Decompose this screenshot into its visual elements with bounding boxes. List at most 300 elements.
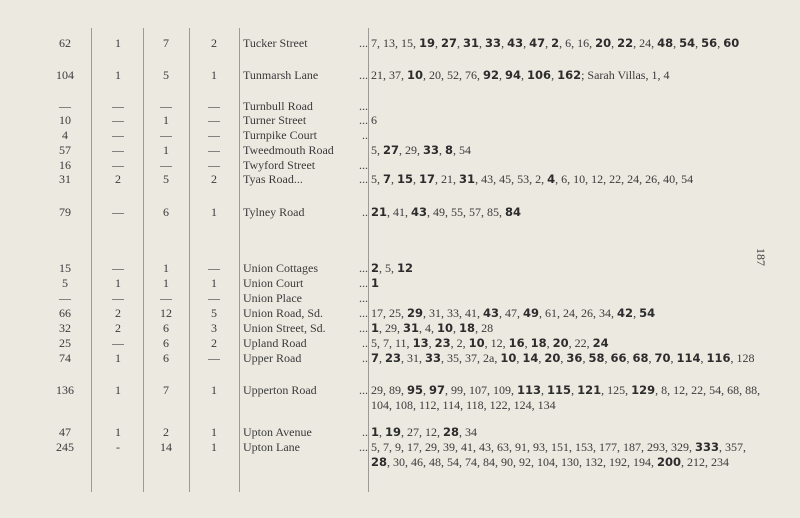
house-number-text: , [523, 36, 530, 50]
bold-house-number: 33 [425, 351, 442, 365]
column-rule [239, 28, 240, 492]
col-3-cell: 5 [163, 172, 169, 186]
house-number-text: , [670, 351, 677, 365]
house-number-text: , 31, 33, 41, [423, 306, 484, 320]
col-4-cell: 1 [211, 425, 217, 439]
col-2-cell: 1 [115, 68, 121, 82]
col-2-cell: 2 [115, 306, 121, 320]
col-2-cell: — [112, 261, 124, 275]
house-number-text: , 8, 12, 22, 54, 68, 88, 104, 108, 112, 114, 118, 122, 124, 134 [371, 383, 761, 412]
col-2-cell: — [112, 143, 124, 157]
house-number-text: , 61, 24, 26, 34, [539, 306, 618, 320]
house-number-text: , [717, 36, 724, 50]
col-4-cell: — [208, 291, 220, 305]
bold-house-number: 43 [411, 205, 428, 219]
bold-house-number: 20 [552, 336, 569, 350]
house-number-text: , [428, 336, 435, 350]
col-3-cell: 1 [163, 276, 169, 290]
house-number-text: , 28 [475, 321, 494, 335]
col-2-cell: 1 [115, 425, 121, 439]
house-number-text: , [673, 36, 680, 50]
col-4-cell: — [208, 143, 220, 157]
bold-house-number: 8 [445, 143, 454, 157]
street-name: Upperton Road [243, 383, 317, 397]
house-number-text: , [546, 336, 553, 350]
street-name: Union Road, Sd. [243, 306, 324, 320]
col-4-cell: 2 [211, 172, 217, 186]
col-3-cell: — [160, 158, 172, 172]
house-number-text: , [695, 36, 702, 50]
house-number-text: 29, 89, [371, 383, 407, 397]
bold-house-number: 84 [505, 205, 522, 219]
col-4-cell: 5 [211, 306, 217, 320]
house-number-text: 6 [371, 113, 377, 127]
bold-house-number: 129 [631, 383, 656, 397]
house-number-text: , [524, 336, 531, 350]
bold-house-number: 10 [407, 68, 424, 82]
bold-house-number: 2 [371, 261, 380, 275]
leader-dots: ... [359, 276, 368, 290]
house-number-text: , 35, 37, 2a, [441, 351, 501, 365]
bold-house-number: 92 [483, 68, 500, 82]
bold-house-number: 4 [547, 172, 556, 186]
houses-count-cell: 47 [59, 425, 71, 439]
bold-house-number: 66 [610, 351, 627, 365]
house-number-text: , 357, [719, 440, 747, 454]
street-name-cell [243, 440, 368, 455]
street-name-cell [243, 143, 368, 158]
street-name: Union Cottages [243, 261, 318, 275]
bold-house-number: 10 [437, 321, 454, 335]
house-numbers-cell [371, 440, 766, 470]
house-number-text: 21, 37, [371, 68, 407, 82]
leader-dots: ... [359, 440, 368, 454]
house-number-text: , 49, 55, 57, 85, [427, 205, 506, 219]
houses-count-cell: 104 [56, 68, 74, 82]
bold-house-number: 333 [695, 440, 720, 454]
bold-house-number: 49 [523, 306, 540, 320]
col-3-cell: 14 [160, 440, 172, 454]
leader-dots: .. [362, 336, 368, 350]
bold-house-number: 48 [657, 36, 674, 50]
house-number-text: , 24, [633, 36, 658, 50]
house-number-text: , [391, 172, 398, 186]
houses-count-cell: 25 [59, 336, 71, 350]
col-2-cell: — [112, 99, 124, 113]
bold-house-number: 13 [412, 336, 429, 350]
bold-house-number: 19 [385, 425, 402, 439]
leader-dots: ... [359, 291, 368, 305]
leader-dots: .. [362, 128, 368, 142]
bold-house-number: 54 [679, 36, 696, 50]
street-name: Union Place [243, 291, 302, 305]
leader-dots: ... [359, 321, 368, 335]
bold-house-number: 36 [566, 351, 583, 365]
bold-house-number: 18 [459, 321, 476, 335]
leader-dots: ... [359, 68, 368, 82]
house-number-text: ; Sarah Villas, 1, 4 [581, 68, 670, 82]
leader-dots: ... [359, 172, 368, 186]
house-number-text: , [479, 36, 486, 50]
house-number-text: , [700, 351, 707, 365]
street-name-cell [243, 99, 368, 114]
house-number-text: , 29, [399, 143, 424, 157]
bold-house-number: 60 [723, 36, 740, 50]
house-number-text: , 47, [499, 306, 524, 320]
col-4-cell: 1 [211, 68, 217, 82]
house-number-text: , [521, 68, 528, 82]
bold-house-number: 22 [617, 36, 634, 50]
street-name: Union Court [243, 276, 304, 290]
bold-house-number: 56 [701, 36, 718, 50]
house-numbers-cell [371, 261, 766, 276]
bold-house-number: 106 [527, 68, 552, 82]
house-number-text: 5, [371, 172, 383, 186]
column-rule [143, 28, 144, 492]
house-number-text: 7, 13, 15, [371, 36, 419, 50]
leader-dots: ... [359, 383, 368, 397]
bold-house-number: 1 [371, 425, 380, 439]
house-number-text: , 21, [435, 172, 460, 186]
bold-house-number: 70 [654, 351, 671, 365]
bold-house-number: 16 [508, 336, 525, 350]
houses-count-cell: 66 [59, 306, 71, 320]
col-4-cell: 1 [211, 276, 217, 290]
street-name: Turnbull Road [243, 99, 313, 113]
street-name-cell [243, 425, 368, 440]
leader-dots: ... [359, 261, 368, 275]
street-name-cell [243, 351, 368, 366]
house-number-text: , [604, 351, 611, 365]
bold-house-number: 10 [500, 351, 517, 365]
house-numbers-cell [371, 276, 766, 291]
col-3-cell: 6 [163, 351, 169, 365]
house-number-text: , 4, [419, 321, 438, 335]
col-4-cell: 1 [211, 205, 217, 219]
leader-dots: ... [359, 306, 368, 320]
col-3-cell: 6 [163, 336, 169, 350]
house-number-text: , 27, 12, [401, 425, 444, 439]
house-number-text: , 29, [379, 321, 404, 335]
house-numbers-cell [371, 205, 766, 220]
bold-house-number: 28 [371, 455, 388, 469]
house-number-text: , [648, 351, 655, 365]
houses-count-cell: 245 [56, 440, 74, 454]
leader-dots: ... [359, 158, 368, 172]
bold-house-number: 14 [522, 351, 539, 365]
house-number-text: , [551, 68, 558, 82]
col-3-cell: 6 [163, 321, 169, 335]
bold-house-number: 200 [657, 455, 682, 469]
leader-dots: .. [362, 351, 368, 365]
house-number-text: , 41, [387, 205, 412, 219]
bold-house-number: 116 [706, 351, 731, 365]
bold-house-number: 28 [443, 425, 460, 439]
house-number-text: , 34 [459, 425, 478, 439]
bold-house-number: 2 [551, 36, 560, 50]
house-number-text: , [633, 306, 640, 320]
bold-house-number: 29 [407, 306, 424, 320]
page-number: 187 [754, 248, 768, 266]
col-3-cell: — [160, 128, 172, 142]
bold-house-number: 33 [485, 36, 502, 50]
house-number-text: , [626, 351, 633, 365]
bold-house-number: 10 [468, 336, 485, 350]
col-3-cell: 5 [163, 68, 169, 82]
col-2-cell: — [112, 336, 124, 350]
bold-house-number: 21 [371, 205, 388, 219]
house-number-text: , [423, 383, 430, 397]
col-2-cell: 1 [115, 276, 121, 290]
house-numbers-cell [371, 68, 766, 83]
col-4-cell: — [208, 351, 220, 365]
bold-house-number: 31 [463, 36, 480, 50]
bold-house-number: 162 [557, 68, 582, 82]
street-name: Upton Avenue [243, 425, 312, 439]
street-name: Tyas Road... [243, 172, 303, 186]
column-rule [91, 28, 92, 492]
house-number-text: , 31, [401, 351, 426, 365]
street-name-cell [243, 306, 368, 321]
street-name-cell [243, 158, 368, 173]
col-4-cell: — [208, 158, 220, 172]
houses-count-cell: 32 [59, 321, 71, 335]
house-numbers-cell [371, 336, 766, 351]
house-number-text: , 12, [484, 336, 509, 350]
house-number-text: , [560, 351, 567, 365]
col-4-cell: — [208, 113, 220, 127]
col-2-cell: 2 [115, 172, 121, 186]
house-number-text: , 22, [568, 336, 593, 350]
house-number-text: , 128 [730, 351, 755, 365]
col-3-cell: 12 [160, 306, 172, 320]
house-number-text: , [582, 351, 589, 365]
bold-house-number: 43 [507, 36, 524, 50]
bold-house-number: 27 [441, 36, 458, 50]
bold-house-number: 54 [639, 306, 656, 320]
houses-count-cell: 16 [59, 158, 71, 172]
house-numbers-cell [371, 143, 766, 158]
houses-count-cell: 15 [59, 261, 71, 275]
house-number-text: , 99, 107, 109, [445, 383, 518, 397]
bold-house-number: 58 [588, 351, 605, 365]
col-2-cell: — [112, 158, 124, 172]
house-number-text: , 43, 45, 53, 2, [475, 172, 548, 186]
street-name: Upton Lane [243, 440, 300, 454]
house-number-text: , 54 [453, 143, 472, 157]
bold-house-number: 68 [632, 351, 649, 365]
col-2-cell: 1 [115, 351, 121, 365]
houses-count-cell: — [59, 99, 71, 113]
street-name-cell [243, 68, 368, 83]
leader-dots: ... [359, 36, 368, 50]
col-4-cell: 1 [211, 440, 217, 454]
bold-house-number: 33 [423, 143, 440, 157]
street-name-cell [243, 276, 368, 291]
houses-count-cell: 5 [62, 276, 68, 290]
col-3-cell: — [160, 99, 172, 113]
house-number-text: 5, [371, 143, 383, 157]
leader-dots: .. [362, 205, 368, 219]
col-2-cell: - [116, 440, 120, 454]
col-3-cell: 1 [163, 143, 169, 157]
house-number-text: , [439, 143, 446, 157]
col-4-cell: 2 [211, 336, 217, 350]
col-3-cell: 6 [163, 205, 169, 219]
bold-house-number: 31 [403, 321, 420, 335]
col-2-cell: — [112, 291, 124, 305]
bold-house-number: 27 [383, 143, 400, 157]
house-number-text: , 212, 234 [681, 455, 730, 469]
leader-dots: .. [362, 425, 368, 439]
street-name: Turnpike Court [243, 128, 317, 142]
bold-house-number: 95 [407, 383, 424, 397]
house-number-text: , [516, 351, 523, 365]
col-2-cell: 2 [115, 321, 121, 335]
house-number-text: , [379, 351, 386, 365]
col-2-cell: — [112, 113, 124, 127]
street-name: Turner Street [243, 113, 307, 127]
bold-house-number: 1 [371, 276, 380, 290]
col-3-cell: 1 [163, 261, 169, 275]
bold-house-number: 15 [397, 172, 414, 186]
house-number-text: , 20, 52, 76, [423, 68, 484, 82]
street-name-cell [243, 172, 368, 187]
house-number-text: , [571, 383, 578, 397]
house-numbers-cell [371, 351, 766, 366]
col-3-cell: 7 [163, 383, 169, 397]
house-number-text: , [435, 36, 442, 50]
house-number-text: , [379, 425, 386, 439]
house-numbers-cell [371, 306, 766, 321]
house-number-text: , 30, 46, 48, 54, 74, 84, 90, 92, 104, 130, 132, 192, 194, [387, 455, 658, 469]
bold-house-number: 114 [676, 351, 701, 365]
house-number-text: , [538, 351, 545, 365]
house-number-text: , [501, 36, 508, 50]
leader-dots: ... [359, 113, 368, 127]
houses-count-cell: 4 [62, 128, 68, 142]
houses-count-cell: 74 [59, 351, 71, 365]
street-name: Tunmarsh Lane [243, 68, 319, 82]
houses-count-cell: 62 [59, 36, 71, 50]
street-name-cell [243, 261, 368, 276]
bold-house-number: 19 [419, 36, 436, 50]
col-3-cell: 7 [163, 36, 169, 50]
houses-count-cell: 136 [56, 383, 74, 397]
col-2-cell: 1 [115, 383, 121, 397]
street-name: Twyford Street [243, 158, 316, 172]
col-4-cell: — [208, 128, 220, 142]
house-number-text: , 5, [379, 261, 398, 275]
house-numbers-cell [371, 383, 766, 413]
bold-house-number: 24 [592, 336, 609, 350]
bold-house-number: 20 [595, 36, 612, 50]
bold-house-number: 115 [547, 383, 572, 397]
bold-house-number: 1 [371, 321, 380, 335]
col-3-cell: 1 [163, 113, 169, 127]
bold-house-number: 97 [429, 383, 446, 397]
bold-house-number: 23 [434, 336, 451, 350]
bold-house-number: 23 [385, 351, 402, 365]
street-name-cell [243, 291, 368, 306]
street-name: Upland Road [243, 336, 307, 350]
col-4-cell: — [208, 99, 220, 113]
bold-house-number: 18 [530, 336, 547, 350]
houses-count-cell: 57 [59, 143, 71, 157]
bold-house-number: 42 [617, 306, 634, 320]
street-name: Tylney Road [243, 205, 305, 219]
house-number-text: 5, 7, 9, 17, 29, 39, 41, 43, 63, 91, 93, 151, 153, 177, 187, 293, 329, [371, 440, 695, 454]
col-4-cell: 1 [211, 383, 217, 397]
house-number-text: , 125, [601, 383, 632, 397]
house-number-text: , 2, [450, 336, 469, 350]
houses-count-cell: 31 [59, 172, 71, 186]
bold-house-number: 31 [459, 172, 476, 186]
house-number-text: 17, 25, [371, 306, 407, 320]
col-3-cell: 2 [163, 425, 169, 439]
bold-house-number: 113 [517, 383, 542, 397]
house-number-text: , [457, 36, 464, 50]
bold-house-number: 121 [577, 383, 602, 397]
column-rule [189, 28, 190, 492]
col-4-cell: 3 [211, 321, 217, 335]
street-name-cell [243, 321, 368, 336]
col-4-cell: — [208, 261, 220, 275]
street-name-cell [243, 383, 368, 398]
house-number-text: , [611, 36, 618, 50]
bold-house-number: 20 [544, 351, 561, 365]
col-3-cell: — [160, 291, 172, 305]
col-2-cell: — [112, 128, 124, 142]
bold-house-number: 12 [397, 261, 414, 275]
house-numbers-cell [371, 172, 766, 187]
house-numbers-cell [371, 36, 766, 51]
houses-count-cell: 10 [59, 113, 71, 127]
houses-count-cell: — [59, 291, 71, 305]
leader-dots: ... [359, 99, 368, 113]
col-2-cell: 1 [115, 36, 121, 50]
street-name-cell [243, 336, 368, 351]
street-name: Union Street, Sd. [243, 321, 326, 335]
street-name: Upper Road [243, 351, 302, 365]
houses-count-cell: 79 [59, 205, 71, 219]
col-4-cell: 2 [211, 36, 217, 50]
street-name-cell [243, 128, 368, 143]
bold-house-number: 7 [371, 351, 380, 365]
house-number-text: , [499, 68, 506, 82]
street-name-cell [243, 205, 368, 220]
bold-house-number: 47 [529, 36, 546, 50]
bold-house-number: 43 [483, 306, 500, 320]
house-number-text: , 6, 16, [559, 36, 596, 50]
bold-house-number: 17 [419, 172, 436, 186]
street-name: Tucker Street [243, 36, 308, 50]
column-rule [368, 28, 369, 492]
house-number-text: , [545, 36, 552, 50]
house-number-text: , [541, 383, 548, 397]
street-name-cell [243, 36, 368, 51]
house-number-text: 5, 7, 11, [371, 336, 413, 350]
house-number-text: , 6, 10, 12, 22, 24, 26, 40, 54 [555, 172, 694, 186]
bold-house-number: 7 [383, 172, 392, 186]
house-numbers-cell [371, 425, 766, 440]
street-name-cell [243, 113, 368, 128]
house-number-text: , [413, 172, 420, 186]
house-number-text: , [453, 321, 460, 335]
col-2-cell: — [112, 205, 124, 219]
house-numbers-cell [371, 321, 766, 336]
bold-house-number: 94 [505, 68, 522, 82]
